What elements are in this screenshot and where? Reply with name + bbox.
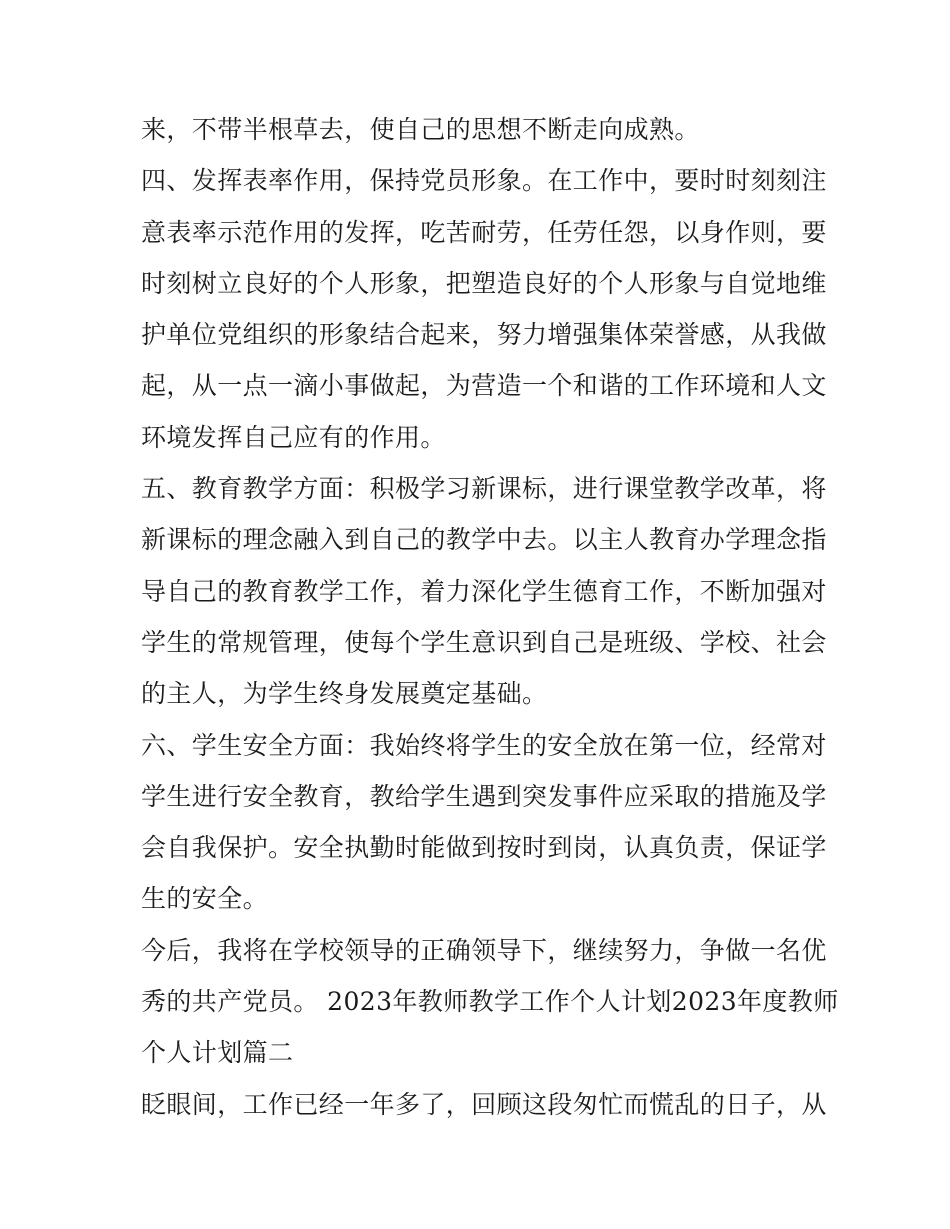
text-line: 导自己的教育教学工作，着力深化学生德育工作，不断加强对 [141, 576, 827, 606]
text-line: 新课标的理念融入到自己的教学中去。以主人教育办学理念指 [141, 525, 827, 555]
text-line: 秀的共产党员。 2023年教师教学工作个人计划2023年度教师 [141, 987, 839, 1017]
document-body [141, 104, 839, 1130]
text-line: 今后，我将在学校领导的正确领导下，继续努力，争做一名优 [141, 935, 827, 965]
text-line: 六、学生安全方面：我始终将学生的安全放在第一位，经常对 [141, 730, 827, 760]
text-line: 生的安全。 [141, 884, 269, 914]
text-line: 四、发挥表率作用，保持党员形象。在工作中，要时时刻刻注 [141, 166, 827, 196]
text-line: 会自我保护。安全执勤时能做到按时到岗，认真负责，保证学 [141, 833, 827, 863]
text-line: 眨眼间，工作已经一年多了，回顾这段匆忙而慌乱的日子，从 [141, 1089, 827, 1119]
text-line: 学生的常规管理，使每个学生意识到自己是班级、学校、社会 [141, 627, 827, 657]
text-line: 护单位党组织的形象结合起来，努力增强集体荣誉感，从我做 [141, 320, 827, 350]
text-line: 的主人，为学生终身发展奠定基础。 [141, 679, 548, 709]
text-line: 环境发挥自己应有的作用。 [141, 422, 446, 452]
text-line: 意表率示范作用的发挥，吃苦耐劳，任劳任怨，以身作则，要 [141, 217, 827, 247]
text-line: 时刻树立良好的个人形象，把塑造良好的个人形象与自觉地维 [141, 268, 827, 298]
text-line: 来，不带半根草去，使自己的思想不断走向成熟。 [141, 115, 700, 144]
text-line: 学生进行安全教育，教给学生遇到突发事件应采取的措施及学 [141, 781, 827, 811]
text-line: 起，从一点一滴小事做起，为营造一个和谐的工作环境和人文 [141, 371, 827, 401]
text-line: 个人计划篇二 [141, 1038, 294, 1068]
text-line: 五、教育教学方面：积极学习新课标，进行课堂教学改革，将 [141, 474, 827, 504]
